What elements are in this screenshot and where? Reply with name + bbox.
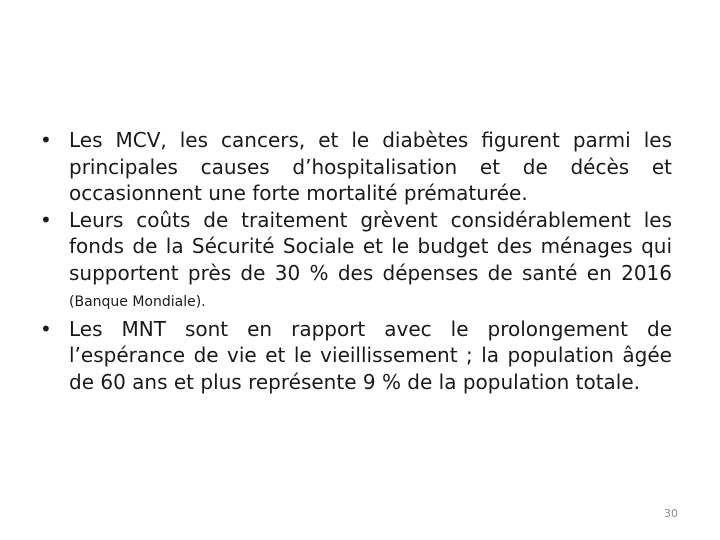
- bullet-item-costs: [40, 207, 672, 316]
- bullet-list: [40, 127, 672, 395]
- bullet-icon: •: [40, 207, 52, 232]
- bullet-text: Leurs coûts de traitement grèvent considérablement les fonds de la Sécurité Sociale et le budget des ménages qui supportent près de 30 % des dépenses de santé en 2016: [69, 207, 672, 285]
- bullet-icon: •: [40, 128, 52, 152]
- bullet-item-mnt: [40, 316, 672, 396]
- source-note: (Banque Mondiale).: [69, 294, 206, 310]
- bullet-text: Les MNT sont en rapport avec le prolongement de l’espérance de vie et le vieillissement ; la population âgée de 60 ans et plus représente 9 % de la population totale.: [69, 316, 672, 394]
- page-number: 30: [664, 507, 678, 520]
- bullet-text: Les MCV, les cancers, et le diabètes figurent parmi les principales causes d’hospitalisation et de décès et occasionnent une forte mortalité prématurée.: [69, 128, 672, 205]
- slide-content: [40, 127, 672, 395]
- bullet-item-mcv: [40, 127, 672, 207]
- bullet-icon: •: [40, 316, 52, 341]
